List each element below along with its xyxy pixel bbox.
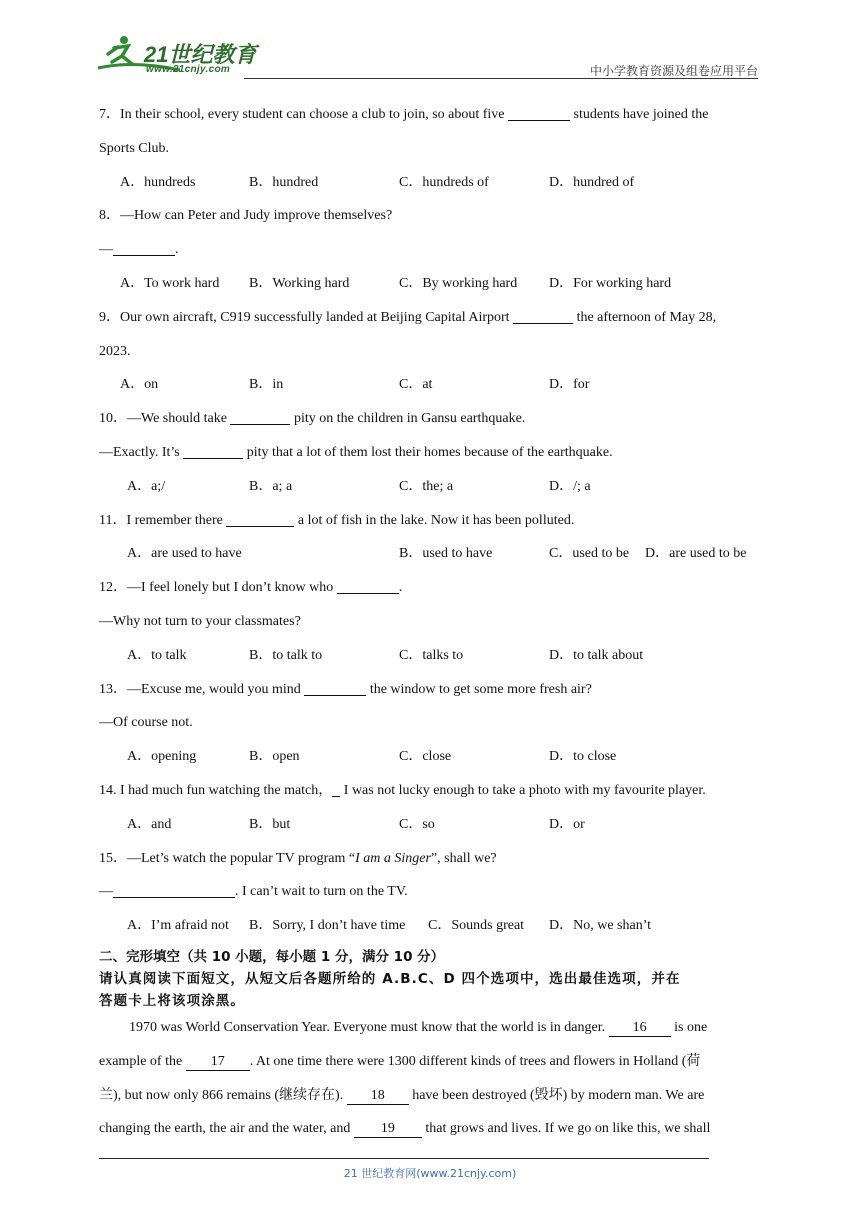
option-b[interactable]: B．Working hard — [249, 275, 350, 291]
option-a[interactable]: A．I’m afraid not — [127, 918, 229, 934]
question-7-stem: 7．In their school, every student can choose a club to join, so about five students have joined the — [99, 98, 767, 132]
option-b[interactable]: B．hundred — [249, 174, 319, 190]
question-15-stem: 15．—Let’s watch the popular TV program “I am a Singer”, shall we? — [99, 850, 497, 866]
option-a[interactable]: A．on — [120, 377, 159, 393]
question-13-options — [99, 740, 767, 774]
footer-site-link[interactable]: 21 世纪教育网(www.21cnjy.com) — [343, 1167, 517, 1180]
passage-line: changing the earth, the air and the water, and 19 that grows and lives. If we go on like this, we shall — [99, 1121, 711, 1137]
option-a[interactable]: A．to talk — [127, 647, 187, 663]
question-15-answer-line: — . I can’t wait to turn on the TV. — [99, 875, 767, 909]
question-13-stem: 13．—Excuse me, would you mind the window to get some more fresh air? — [99, 673, 767, 707]
option-b[interactable]: B．but — [249, 816, 291, 832]
page-header — [94, 30, 758, 82]
answer-blank — [304, 678, 366, 696]
question-15-options — [99, 909, 767, 943]
option-d[interactable]: D．to talk about — [549, 647, 644, 663]
question-10-stem: 10．—We should take pity on the children in Gansu earthquake. — [99, 402, 767, 436]
option-c[interactable]: C．hundreds of — [399, 174, 489, 190]
question-12-stem: 12．—I feel lonely but I don’t know who . — [99, 571, 767, 605]
question-7-options — [99, 166, 767, 200]
footer-divider — [99, 1158, 709, 1159]
logo-text: 21世纪教育 — [144, 42, 257, 67]
answer-blank — [508, 103, 570, 121]
answer-blank — [113, 880, 235, 898]
cloze-blank-16: 16 — [609, 1020, 671, 1037]
question-8-stem: 8．—How can Peter and Judy improve themselves? — [99, 208, 393, 224]
passage-line: example of the 17 . At one time there were 1300 different kinds of trees and flowers in Holland (荷 — [99, 1053, 701, 1069]
option-d[interactable]: D．to close — [549, 749, 617, 765]
option-b[interactable]: B．open — [249, 749, 300, 765]
question-9-stem: 9．Our own aircraft, C919 successfully landed at Beijing Capital Airport the afternoon of May 28, — [99, 301, 767, 335]
answer-blank — [513, 306, 573, 324]
answer-blank — [183, 441, 243, 459]
section-2-instruction-cont: 答题卡上将该项涂黑。 — [99, 993, 245, 1009]
option-b[interactable]: B．Sorry, I don’t have time — [249, 918, 406, 934]
option-a[interactable]: A．opening — [127, 749, 197, 765]
question-10-options — [99, 470, 767, 504]
question-9-stem-cont: 2023. — [99, 343, 131, 359]
option-c[interactable]: C．so — [399, 816, 435, 832]
option-d[interactable]: D．No, we shan’t — [549, 918, 652, 934]
question-14-stem: 14. I had much fun watching the match， I was not lucky enough to take a photo with my favourite player. — [99, 774, 767, 808]
option-a[interactable]: A．and — [127, 816, 172, 832]
logo-url: www.21cnjy.com — [146, 64, 231, 75]
question-list — [99, 98, 767, 943]
option-c[interactable]: C．the; a — [399, 478, 454, 494]
option-d[interactable]: D．or — [549, 816, 585, 832]
option-a[interactable]: A．To work hard — [120, 275, 220, 291]
option-d[interactable]: D．hundred of — [549, 174, 635, 190]
header-platform-text: 中小学教育资源及组卷应用平台 — [589, 64, 758, 78]
question-9-options — [99, 368, 767, 402]
option-d[interactable]: D．For working hard — [549, 275, 672, 291]
question-8-answer-line: — . — [99, 233, 767, 267]
cloze-blank-19: 19 — [354, 1121, 422, 1138]
passage-line: 兰), but now only 866 remains (继续存在). 18 have been destroyed (毁坏) by modern man. We are — [99, 1087, 705, 1103]
option-c[interactable]: C．used to be — [549, 546, 630, 562]
option-c[interactable]: C．talks to — [399, 647, 464, 663]
option-b[interactable]: B．to talk to — [249, 647, 323, 663]
section-2-instruction: 请认真阅读下面短文，从短文后各题所给的 A.B.C、D 四个选项中，选出最佳选项，并在 — [99, 971, 681, 987]
answer-blank — [226, 509, 294, 527]
option-c[interactable]: C．close — [399, 749, 452, 765]
cloze-blank-18: 18 — [347, 1088, 409, 1105]
question-13-stem-cont: —Of course not. — [99, 715, 193, 731]
section-2-title: 二、完形填空（共 10 小题，每小题 1 分，满分 10 分） — [99, 949, 445, 965]
question-10-stem-cont: —Exactly. It’s pity that a lot of them lost their homes because of the earthquake. — [99, 436, 767, 470]
section-2-heading — [99, 946, 767, 1012]
question-11-options — [99, 537, 767, 571]
question-12-stem-cont: —Why not turn to your classmates? — [99, 613, 301, 629]
question-7-stem-cont: Sports Club. — [99, 140, 170, 156]
option-d[interactable]: D．for — [549, 377, 590, 393]
cloze-passage — [99, 1011, 767, 1146]
option-a[interactable]: A．are used to have — [127, 546, 242, 562]
question-14-options — [99, 808, 767, 842]
option-c[interactable]: C．Sounds great — [428, 918, 525, 934]
question-8-options — [99, 267, 767, 301]
question-12-options — [99, 639, 767, 673]
option-b[interactable]: B．a; a — [249, 478, 293, 494]
option-c[interactable]: C．By working hard — [399, 275, 518, 291]
option-a[interactable]: A．a;/ — [127, 478, 166, 494]
header-divider — [244, 78, 758, 79]
question-11-stem: 11．I remember there a lot of fish in the lake. Now it has been polluted. — [99, 504, 767, 538]
answer-blank — [113, 238, 175, 256]
answer-blank — [337, 576, 399, 594]
cloze-blank-17: 17 — [186, 1054, 250, 1071]
option-c[interactable]: C．at — [399, 377, 433, 393]
option-a[interactable]: A．hundreds — [120, 174, 196, 190]
option-b[interactable]: B．used to have — [399, 546, 493, 562]
answer-blank — [230, 407, 290, 425]
option-d[interactable]: D．are used to be — [645, 546, 747, 562]
option-b[interactable]: B．in — [249, 377, 284, 393]
passage-line: 1970 was World Conservation Year. Everyone must know that the world is in danger. 16 is one — [129, 1020, 708, 1035]
option-d[interactable]: D．/; a — [549, 478, 591, 494]
